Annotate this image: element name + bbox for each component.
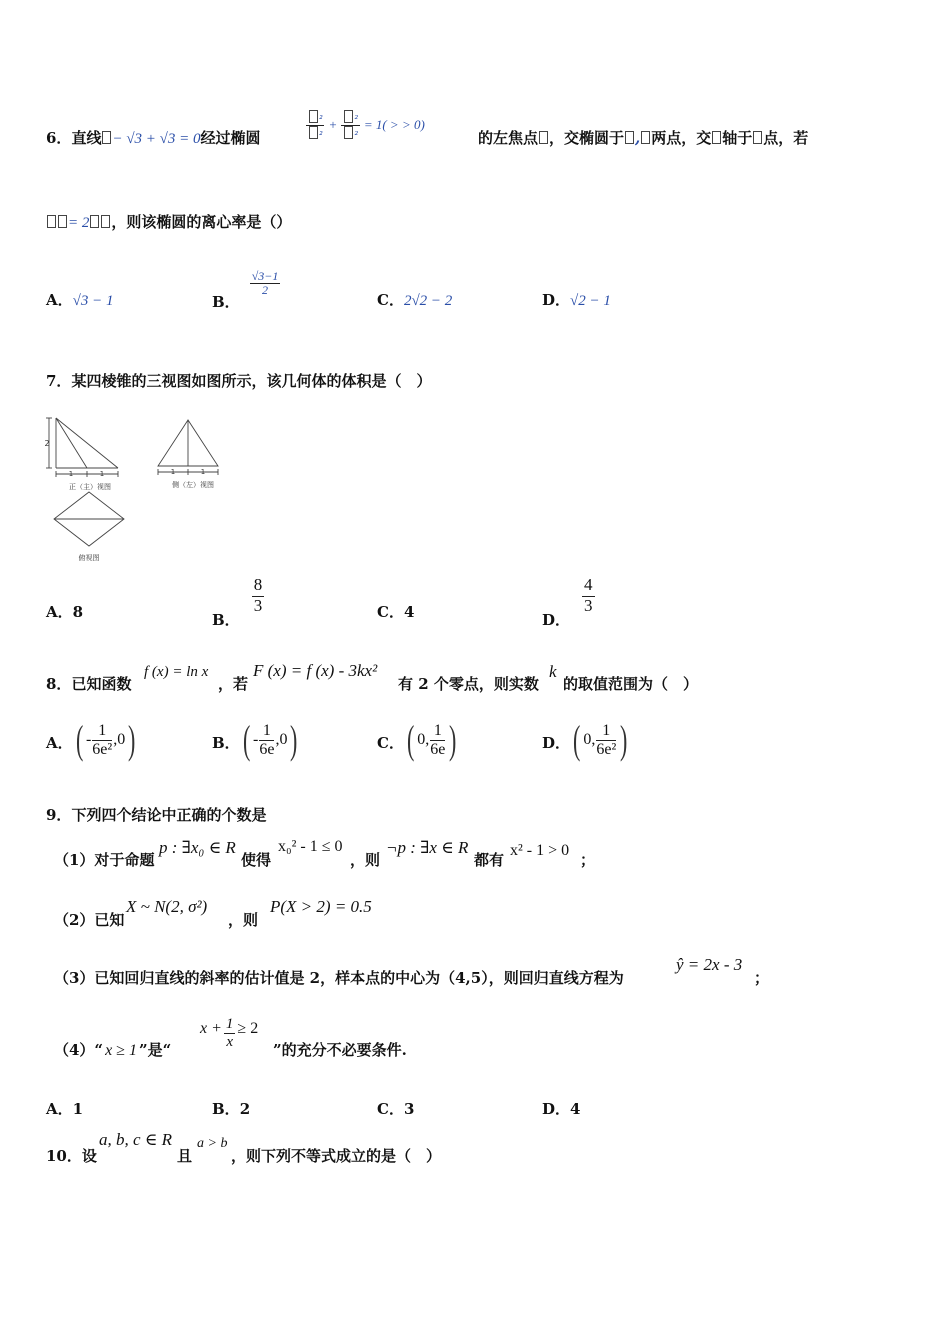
q7-option-d-fraction: $\frac{4}{3}$ xyxy=(584,575,593,615)
q6-option-d[interactable]: D．√2 − 1 xyxy=(542,291,611,309)
q6-option-c-value: 2√2 − 2 xyxy=(403,293,453,309)
q7-option-a-value: 8 xyxy=(72,603,84,621)
q8-stem xyxy=(46,673,131,694)
q6-line1 xyxy=(46,127,261,148)
q8-f-definition: f (x) = ln x xyxy=(144,664,209,680)
top-view xyxy=(54,492,124,546)
q6-text-2: 经过椭圆 xyxy=(200,129,261,147)
ellipse-frac-x: $\frac{\text{²}}{\text{²}}$ xyxy=(306,110,324,141)
q7-stem xyxy=(46,370,431,391)
q7-option-c-value: 4 xyxy=(403,603,415,621)
q6-text-7: 点，若 xyxy=(763,129,809,147)
q9-text: 下列四个结论中正确的个数是 xyxy=(71,806,267,824)
q9-s4-math-1: x ≥ 1 xyxy=(105,1042,137,1059)
front-dim-2: 2 xyxy=(44,439,50,448)
q7-option-d[interactable]: D． $\frac{4}{3}$ xyxy=(542,575,593,629)
q6-option-a[interactable]: A．√3 − 1 xyxy=(46,291,114,309)
top-view-caption: 俯视图 xyxy=(78,554,100,562)
vector-equation: = 2 xyxy=(68,215,90,231)
q6-number: 6． xyxy=(46,129,72,147)
front-dim-1b: 1 xyxy=(99,470,105,478)
q8-option-a[interactable]: A．( - $\frac{1}{\text{6e²}}$ ,0) xyxy=(46,717,136,762)
q9-s3-a: （3）已知回归直线的斜率的估计值是 2，样本点的中心为（4,5），则回归直线方程为 xyxy=(54,969,624,987)
q9-option-b-value: 2 xyxy=(239,1100,251,1118)
q9-option-c-value: 3 xyxy=(403,1100,415,1118)
q6-option-d-value: √2 − 1 xyxy=(570,293,611,309)
q6-option-a-value: √3 − 1 xyxy=(72,293,114,309)
q9-s1-d: 都有 xyxy=(474,851,505,869)
placeholder-box xyxy=(102,131,111,144)
side-dim-1a: 1 xyxy=(170,468,176,476)
q8-text-1: 已知函数 xyxy=(71,675,132,693)
q9-number: 9． xyxy=(46,806,72,824)
q7-number: 7． xyxy=(46,372,72,390)
q8-text-2: ，若 xyxy=(218,675,249,693)
side-dim-1b: 1 xyxy=(200,468,206,476)
q8-option-c-fraction: $\frac{1}{6e}$ xyxy=(430,721,446,758)
q6-ellipse-equation: $\frac{\text{²}}{\text{²}}$ + $\frac{\text{²}}{\text{²}}$ = 1( > > 0) xyxy=(306,110,425,141)
q9-s4-c: ”的充分不必要条件. xyxy=(273,1041,407,1059)
q7-option-a[interactable]: A．8 xyxy=(46,603,84,621)
q6-line1-end: 的左焦点 ，交椭圆于 , 两点，交 轴于 点，若 xyxy=(478,129,809,147)
q7-option-c[interactable]: C．4 xyxy=(377,603,415,621)
vector-left xyxy=(46,213,68,231)
q9-s4-line: （4）“ x ≥ 1 ”是“ xyxy=(54,1041,172,1059)
three-view-figure xyxy=(40,412,230,568)
q9-s3-b: ； xyxy=(754,969,770,987)
q10-math-1: a, b, c ∈ R xyxy=(99,1130,173,1149)
q8-text-3: 有 2 个零点，则实数 xyxy=(398,675,539,693)
q6-text-1: 直线 xyxy=(71,129,102,147)
q9-option-a[interactable]: A．1 xyxy=(46,1100,84,1118)
q7-text: 某四棱锥的三视图如图所示，该几何体的体积是（ ） xyxy=(71,372,432,390)
q8-F-definition: F (x) = f (x) - 3kx² xyxy=(253,661,378,680)
q6-text-3: 的左焦点 xyxy=(478,129,539,147)
q9-s1-b: 使得 xyxy=(241,851,272,869)
q9-s1-a: （1）对于命题 xyxy=(54,851,155,869)
side-view-caption: 侧（左）视图 xyxy=(172,481,214,489)
q9-s4-math-2: x + $\frac{1}{x}$ ≥ 2 xyxy=(200,1016,259,1050)
ellipse-rhs: = 1( > > 0) xyxy=(363,117,425,133)
q7-option-b[interactable]: B． $\frac{8}{3}$ xyxy=(212,575,263,629)
q9-s1-math-3: ¬p : ∃x ∈ R xyxy=(386,838,469,857)
q6-text-8: ，则该椭圆的离心率是（） xyxy=(111,213,292,231)
q6-option-b[interactable]: B． $\frac{√3-1}{2}$ xyxy=(212,269,279,311)
q9-option-c[interactable]: C．3 xyxy=(377,1100,415,1118)
q9-s3-math: ŷ = 2x - 3 xyxy=(676,955,743,974)
q6-text-5: 两点，交 xyxy=(651,129,712,147)
q9-s1-math-1: p : ∃x₀ ∈ R xyxy=(159,838,236,857)
front-view-caption: 正（主）视图 xyxy=(69,483,111,491)
q6-option-c[interactable]: C．2√2 − 2 xyxy=(377,291,453,309)
q10-math-2: a > b xyxy=(197,1136,228,1151)
q6-option-b-fraction: $\frac{√3-1}{2}$ xyxy=(251,269,279,298)
q7-option-b-fraction: $\frac{8}{3}$ xyxy=(253,575,263,615)
q8-option-c[interactable]: C．( 0, $\frac{1}{6e}$ ) xyxy=(377,717,457,762)
q9-option-d[interactable]: D．4 xyxy=(542,1100,581,1118)
front-dim-1a: 1 xyxy=(68,470,74,478)
q10-text-3: ，则下列不等式成立的是（ ） xyxy=(231,1147,442,1165)
q8-option-d-fraction: $\frac{1}{\text{6e²}}$ xyxy=(596,721,617,758)
q9-s1-e: ； xyxy=(580,851,596,869)
ellipse-frac-y: $\frac{\text{²}}{\text{²}}$ xyxy=(341,110,359,141)
q9-stem xyxy=(46,804,266,825)
q8-number: 8． xyxy=(46,675,72,693)
q9-option-b[interactable]: B．2 xyxy=(212,1100,251,1118)
q8-text-4: 的取值范围为（ ） xyxy=(563,675,699,693)
q6-line-equation: − √3 + √3 = 0 xyxy=(112,131,201,147)
side-view xyxy=(158,420,218,475)
q9-s2-a: （2）已知 xyxy=(54,911,125,929)
q9-s2-math-1: X ~ N(2, σ²) xyxy=(126,897,208,916)
q9-s2-math-2: P(X > 2) = 0.5 xyxy=(270,897,372,916)
q10-number: 10． xyxy=(46,1147,82,1165)
q9-option-a-value: 1 xyxy=(72,1100,84,1118)
q8-option-b[interactable]: B．( - $\frac{1}{6e}$ ,0) xyxy=(212,717,298,762)
q9-option-d-value: 4 xyxy=(570,1100,581,1118)
q8-option-b-fraction: $\frac{1}{6e}$ xyxy=(259,721,275,758)
q9-s2-b: ，则 xyxy=(228,911,259,929)
q8-option-d[interactable]: D．( 0, $\frac{1}{\text{6e²}}$ ) xyxy=(542,717,628,762)
q6-text-6: 轴于 xyxy=(722,129,753,147)
q10-stem-start xyxy=(46,1145,97,1166)
front-view xyxy=(46,418,118,477)
q10-text-1: 设 xyxy=(81,1147,97,1165)
vector-right xyxy=(89,213,111,231)
q8-option-a-fraction: $\frac{1}{\text{6e²}}$ xyxy=(92,721,113,758)
q6-text-4: ，交椭圆于 xyxy=(549,129,625,147)
q9-s1-c: ，则 xyxy=(350,851,381,869)
q10-text-2: 且 xyxy=(177,1147,193,1165)
q8-k: k xyxy=(549,662,557,681)
q9-s1-math-4: x² - 1 > 0 xyxy=(510,842,570,859)
q9-s1-math-2: x₀² - 1 ≤ 0 xyxy=(278,838,343,855)
q6-line2 xyxy=(46,211,291,232)
